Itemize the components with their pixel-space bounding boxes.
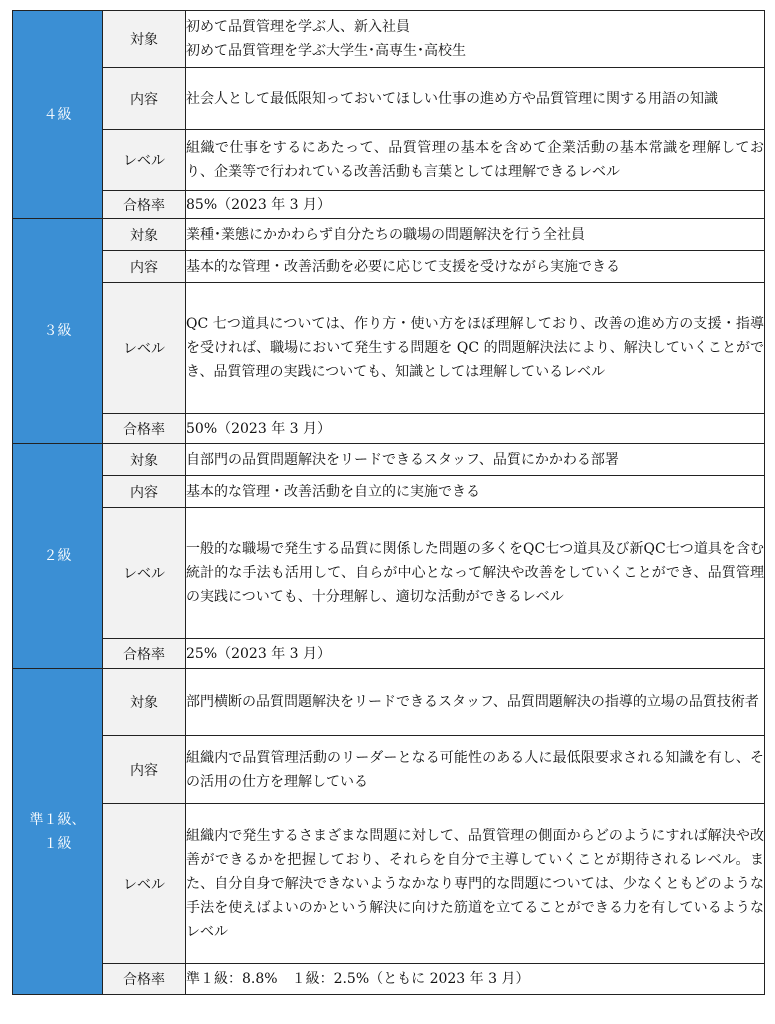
grade-name-line: 準１級、 (29, 811, 86, 828)
row-label-target: 対象 (103, 669, 186, 736)
grade-table-container (12, 10, 764, 995)
table-row (13, 251, 765, 283)
row-label-content: 内容 (103, 251, 186, 283)
qc-grade-table (12, 10, 765, 995)
row-label-target: 対象 (103, 444, 186, 476)
target-line: 初めて品質管理を学ぶ人、新入社員 (186, 19, 410, 35)
row-label-level: レベル (103, 804, 186, 964)
row-label-content: 内容 (103, 68, 186, 130)
row-label-pass-rate: 合格率 (103, 964, 186, 995)
table-row (13, 130, 765, 191)
content-value: 組織内で品質管理活動のリーダーとなる可能性のある人に最低限要求される知識を有し、その活用の仕方を理解している (186, 736, 765, 804)
grade-name: ４級 (13, 11, 103, 219)
target-line: 初めて品質管理を学ぶ大学生･高専生･高校生 (186, 43, 466, 59)
pass-rate-value: 85%（2023 年 3 月） (186, 191, 765, 219)
target-line: 業種･業態にかかわらず自分たちの職場の問題解決を行う全社員 (186, 226, 585, 243)
row-label-content: 内容 (103, 476, 186, 508)
target-line: 部門横断の品質問題解決をリードできるスタッフ、品質問題解決の指導的立場の品質技術者 (186, 694, 759, 710)
target-value (186, 219, 765, 251)
table-row (13, 444, 765, 476)
table-row (13, 508, 765, 639)
grade-name: ２級 (13, 444, 103, 669)
table-row (13, 191, 765, 219)
table-row (13, 283, 765, 414)
row-label-level: レベル (103, 283, 186, 414)
row-label-level: レベル (103, 508, 186, 639)
grade-name: ３級 (13, 219, 103, 444)
table-row (13, 964, 765, 995)
table-row (13, 639, 765, 669)
target-value (186, 669, 765, 736)
table-row (13, 219, 765, 251)
level-value: QC 七つ道具については、作り方・使い方をほぼ理解しており、改善の進め方の支援・指導を受ければ、職場において発生する問題を QC 的問題解決法により、解決していくことができ、品質管理の実践についても、知識としては理解しているレベル (186, 283, 765, 414)
row-label-content: 内容 (103, 736, 186, 804)
table-row (13, 669, 765, 736)
pass-rate-value: 50%（2023 年 3 月） (186, 414, 765, 444)
grade-name (13, 669, 103, 995)
level-value: 組織で仕事をするにあたって、品質管理の基本を含めて企業活動の基本常識を理解しており、企業等で行われている改善活動も言葉としては理解できるレベル (186, 130, 765, 191)
row-label-pass-rate: 合格率 (103, 414, 186, 444)
row-label-pass-rate: 合格率 (103, 639, 186, 669)
row-label-target: 対象 (103, 11, 186, 68)
table-row (13, 804, 765, 964)
content-value: 基本的な管理・改善活動を必要に応じて支援を受けながら実施できる (186, 251, 765, 283)
pass-rate-value: 準１級：8.8% １級：2.5%（ともに 2023 年 3 月） (186, 964, 765, 995)
level-value: 一般的な職場で発生する品質に関係した問題の多くをQC七つ道具及び新QC七つ道具を含む統計的な手法も活用して、自らが中心となって解決や改善をしていくことができ、品質管理の実践についても、十分理解し、適切な活動ができるレベル (186, 508, 765, 639)
table-row (13, 11, 765, 68)
row-label-level: レベル (103, 130, 186, 191)
target-value (186, 11, 765, 68)
row-label-target: 対象 (103, 219, 186, 251)
level-value: 組織内で発生するさまざまな問題に対して、品質管理の側面からどのようにすれば解決や改善ができるかを把握しており、それらを自分で主導していくことが期待されるレベル。また、自分自身で解決できないようなかなり専門的な問題については、少なくともどのような手法を使えばよいのかという解決に向けた筋道を立てることができる力を有しているようなレベル (186, 804, 765, 964)
grade-name-line: １級 (43, 835, 72, 852)
target-value (186, 444, 765, 476)
table-row (13, 414, 765, 444)
table-row (13, 476, 765, 508)
pass-rate-value: 25%（2023 年 3 月） (186, 639, 765, 669)
content-value: 社会人として最低限知っておいてほしい仕事の進め方や品質管理に関する用語の知識 (186, 68, 765, 130)
target-line: 自部門の品質問題解決をリードできるスタッフ、品質にかかわる部署 (186, 451, 619, 468)
row-label-pass-rate: 合格率 (103, 191, 186, 219)
content-value: 基本的な管理・改善活動を自立的に実施できる (186, 476, 765, 508)
table-row (13, 68, 765, 130)
table-row (13, 736, 765, 804)
